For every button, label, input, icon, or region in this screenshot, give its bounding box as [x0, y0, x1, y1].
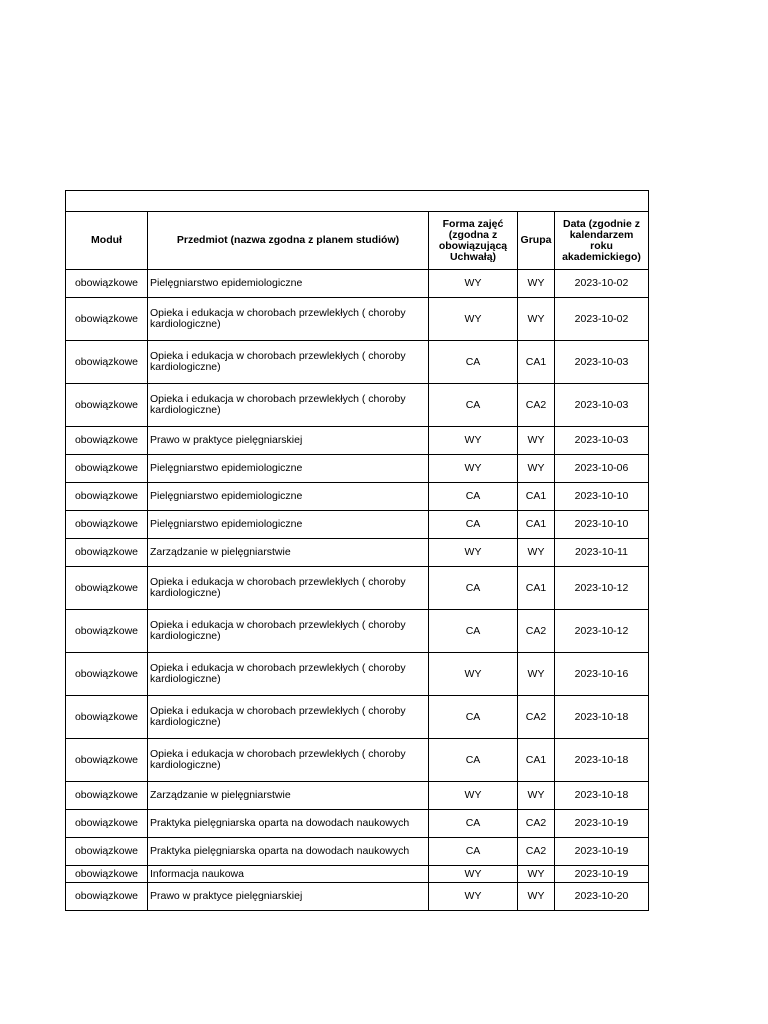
cell-przedmiot: Praktyka pielęgniarska oparta na dowodach naukowych [148, 810, 429, 838]
cell-grupa: CA1 [518, 341, 555, 384]
cell-modul: obowiązkowe [66, 298, 148, 341]
cell-przedmiot: Opieka i edukacja w chorobach przewlekłych ( choroby kardiologiczne) [148, 384, 429, 427]
table-row [66, 384, 649, 427]
cell-forma: WY [429, 539, 518, 567]
cell-przedmiot: Opieka i edukacja w chorobach przewlekłych ( choroby kardiologiczne) [148, 653, 429, 696]
cell-modul: obowiązkowe [66, 810, 148, 838]
cell-data: 2023-10-06 [555, 455, 649, 483]
cell-forma: CA [429, 838, 518, 866]
cell-grupa: CA1 [518, 567, 555, 610]
table-row [66, 270, 649, 298]
table-row [66, 427, 649, 455]
cell-data: 2023-10-11 [555, 539, 649, 567]
cell-modul: obowiązkowe [66, 838, 148, 866]
cell-modul: obowiązkowe [66, 539, 148, 567]
cell-forma: CA [429, 384, 518, 427]
cell-grupa: WY [518, 427, 555, 455]
cell-forma: CA [429, 341, 518, 384]
table-row [66, 298, 649, 341]
cell-grupa: CA2 [518, 696, 555, 739]
table-row [66, 610, 649, 653]
cell-grupa: WY [518, 866, 555, 883]
cell-modul: obowiązkowe [66, 483, 148, 511]
cell-data: 2023-10-02 [555, 298, 649, 341]
cell-forma: CA [429, 567, 518, 610]
cell-forma: WY [429, 866, 518, 883]
header-forma: Forma zajęć (zgodna z obowiązującą Uchwałą) [429, 212, 518, 270]
cell-przedmiot: Opieka i edukacja w chorobach przewlekłych ( choroby kardiologiczne) [148, 696, 429, 739]
table-row [66, 810, 649, 838]
cell-grupa: WY [518, 782, 555, 810]
header-row [66, 212, 649, 270]
cell-data: 2023-10-10 [555, 511, 649, 539]
cell-przedmiot: Pielęgniarstwo epidemiologiczne [148, 511, 429, 539]
cell-forma: WY [429, 883, 518, 911]
schedule-table [65, 190, 649, 911]
cell-forma: CA [429, 696, 518, 739]
cell-modul: obowiązkowe [66, 610, 148, 653]
cell-grupa: CA1 [518, 739, 555, 782]
cell-przedmiot: Zarządzanie w pielęgniarstwie [148, 539, 429, 567]
cell-grupa: WY [518, 455, 555, 483]
cell-modul: obowiązkowe [66, 883, 148, 911]
schedule-table-body [66, 191, 649, 911]
table-row [66, 883, 649, 911]
cell-data: 2023-10-19 [555, 810, 649, 838]
cell-modul: obowiązkowe [66, 270, 148, 298]
cell-data: 2023-10-20 [555, 883, 649, 911]
cell-data: 2023-10-10 [555, 483, 649, 511]
cell-przedmiot: Opieka i edukacja w chorobach przewlekłych ( choroby kardiologiczne) [148, 341, 429, 384]
cell-grupa: WY [518, 270, 555, 298]
cell-forma: CA [429, 739, 518, 782]
cell-data: 2023-10-12 [555, 610, 649, 653]
header-modul: Moduł [66, 212, 148, 270]
cell-modul: obowiązkowe [66, 739, 148, 782]
cell-forma: WY [429, 298, 518, 341]
cell-przedmiot: Prawo w praktyce pielęgniarskiej [148, 427, 429, 455]
cell-przedmiot: Pielęgniarstwo epidemiologiczne [148, 455, 429, 483]
table-row [66, 696, 649, 739]
cell-grupa: WY [518, 539, 555, 567]
cell-grupa: WY [518, 298, 555, 341]
cell-data: 2023-10-19 [555, 866, 649, 883]
header-data: Data (zgodnie z kalendarzem roku akademickiego) [555, 212, 649, 270]
cell-przedmiot: Zarządzanie w pielęgniarstwie [148, 782, 429, 810]
cell-forma: WY [429, 455, 518, 483]
cell-przedmiot: Opieka i edukacja w chorobach przewlekłych ( choroby kardiologiczne) [148, 567, 429, 610]
blank-top-row [66, 191, 649, 212]
cell-modul: obowiązkowe [66, 866, 148, 883]
cell-forma: CA [429, 810, 518, 838]
table-row [66, 539, 649, 567]
cell-przedmiot: Pielęgniarstwo epidemiologiczne [148, 483, 429, 511]
header-przedmiot: Przedmiot (nazwa zgodna z planem studiów) [148, 212, 429, 270]
table-row [66, 341, 649, 384]
cell-modul: obowiązkowe [66, 567, 148, 610]
cell-przedmiot: Praktyka pielęgniarska oparta na dowodach naukowych [148, 838, 429, 866]
cell-grupa: WY [518, 883, 555, 911]
table-row [66, 483, 649, 511]
header-grupa: Grupa [518, 212, 555, 270]
cell-forma: WY [429, 270, 518, 298]
cell-data: 2023-10-18 [555, 782, 649, 810]
cell-przedmiot: Prawo w praktyce pielęgniarskiej [148, 883, 429, 911]
cell-forma: CA [429, 483, 518, 511]
cell-modul: obowiązkowe [66, 511, 148, 539]
cell-modul: obowiązkowe [66, 341, 148, 384]
cell-data: 2023-10-12 [555, 567, 649, 610]
cell-data: 2023-10-18 [555, 696, 649, 739]
cell-data: 2023-10-03 [555, 427, 649, 455]
cell-grupa: CA1 [518, 511, 555, 539]
table-row [66, 838, 649, 866]
cell-data: 2023-10-03 [555, 341, 649, 384]
cell-grupa: WY [518, 653, 555, 696]
cell-data: 2023-10-02 [555, 270, 649, 298]
cell-data: 2023-10-03 [555, 384, 649, 427]
cell-modul: obowiązkowe [66, 696, 148, 739]
table-row [66, 653, 649, 696]
cell-przedmiot: Pielęgniarstwo epidemiologiczne [148, 270, 429, 298]
cell-grupa: CA2 [518, 838, 555, 866]
cell-forma: WY [429, 653, 518, 696]
table-row [66, 455, 649, 483]
cell-data: 2023-10-18 [555, 739, 649, 782]
cell-forma: WY [429, 782, 518, 810]
cell-forma: CA [429, 511, 518, 539]
cell-modul: obowiązkowe [66, 782, 148, 810]
blank-cell [66, 191, 649, 212]
cell-przedmiot: Opieka i edukacja w chorobach przewlekłych ( choroby kardiologiczne) [148, 739, 429, 782]
cell-przedmiot: Opieka i edukacja w chorobach przewlekłych ( choroby kardiologiczne) [148, 610, 429, 653]
cell-data: 2023-10-19 [555, 838, 649, 866]
table-row [66, 511, 649, 539]
cell-forma: CA [429, 610, 518, 653]
cell-grupa: CA2 [518, 610, 555, 653]
cell-grupa: CA1 [518, 483, 555, 511]
table-row [66, 739, 649, 782]
cell-modul: obowiązkowe [66, 455, 148, 483]
table-row [66, 782, 649, 810]
cell-przedmiot: Opieka i edukacja w chorobach przewlekłych ( choroby kardiologiczne) [148, 298, 429, 341]
table-row [66, 866, 649, 883]
cell-grupa: CA2 [518, 384, 555, 427]
cell-modul: obowiązkowe [66, 384, 148, 427]
cell-data: 2023-10-16 [555, 653, 649, 696]
cell-modul: obowiązkowe [66, 653, 148, 696]
cell-modul: obowiązkowe [66, 427, 148, 455]
cell-forma: WY [429, 427, 518, 455]
cell-przedmiot: Informacja naukowa [148, 866, 429, 883]
table-row [66, 567, 649, 610]
cell-grupa: CA2 [518, 810, 555, 838]
